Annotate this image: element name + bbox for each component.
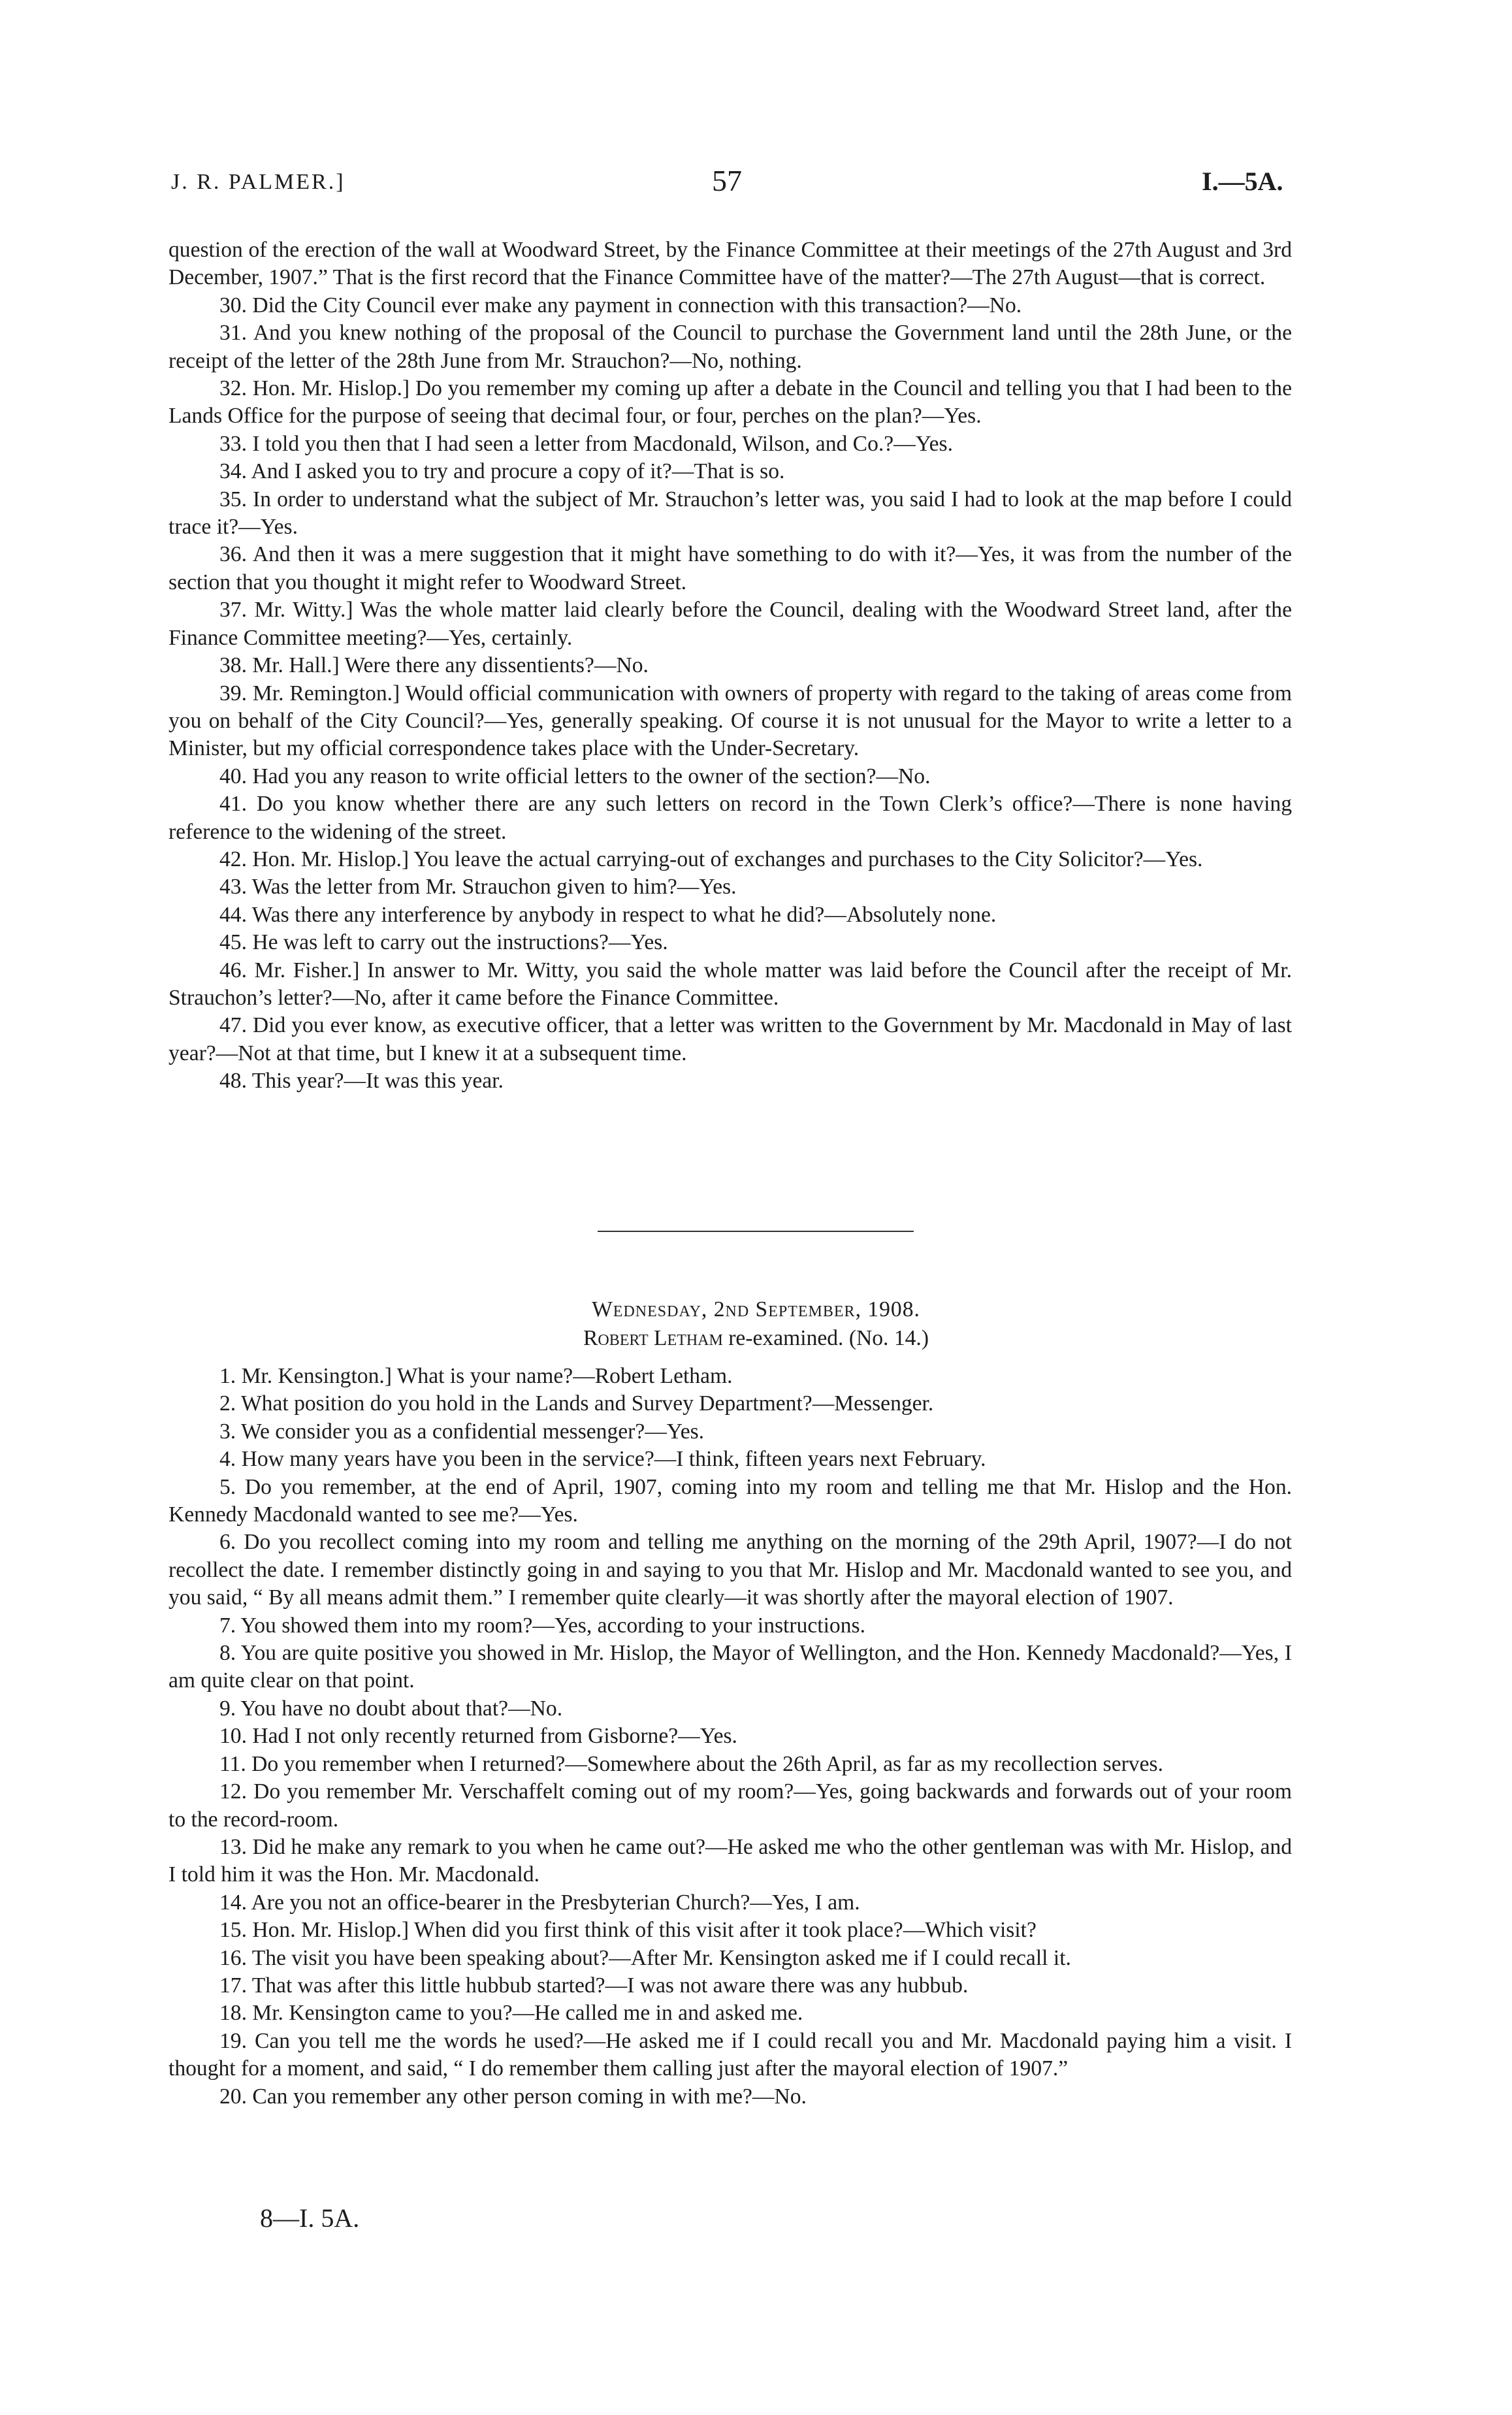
testimony-paragraph: 43. Was the letter from Mr. Strauchon given to him?—Yes. — [219, 875, 737, 900]
testimony-paragraph: 3. We consider you as a confidential messenger?—Yes. — [219, 1419, 705, 1444]
testimony-paragraph: 33. I told you then that I had seen a letter from Macdonald, Wilson, and Co.?—Yes. — [219, 431, 953, 456]
testimony-paragraph: 41. Do you know whether there are any such letters on record in the Town Clerk’s office?—There is none having reference to the widening of the street. — [169, 792, 1292, 844]
testimony-paragraph: 42. Hon. Mr. Hislop.] You leave the actual carrying-out of exchanges and purchases to the City Solicitor?—Yes. — [219, 847, 1203, 871]
testimony-paragraph: 2. What position do you hold in the Lands and Survey Department?—Messenger. — [219, 1391, 934, 1416]
testimony-paragraph: 14. Are you not an office-bearer in the Presbyterian Church?—Yes, I am. — [219, 1890, 860, 1915]
testimony-paragraph: 32. Hon. Mr. Hislop.] Do you remember my coming up after a debate in the Council and telling you that I had been to the Lands Office for the purpose of seeing that decimal four, or four, perches on the plan?—Yes. — [169, 376, 1292, 429]
testimony-paragraph: 16. The visit you have been speaking about?—After Mr. Kensington asked me if I could recall it. — [219, 1945, 1071, 1970]
testimony-paragraph: 1. Mr. Kensington.] What is your name?—Robert Letham. — [219, 1364, 733, 1388]
witness-heading — [0, 1326, 1512, 1351]
testimony-paragraph: 15. Hon. Mr. Hislop.] When did you first think of this visit after it took place?—Which visit? — [219, 1918, 1037, 1943]
testimony-section-palmer — [169, 236, 1292, 1095]
testimony-paragraph: 45. He was left to carry out the instructions?—Yes. — [219, 930, 668, 955]
page-header — [0, 163, 1512, 209]
testimony-paragraph: 47. Did you ever know, as executive officer, that a letter was written to the Government by Mr. Macdonald in May of last year?—Not at that time, but I knew it at a subsequent time. — [169, 1013, 1292, 1065]
testimony-paragraph: question of the erection of the wall at Woodward Street, by the Finance Committee at their meetings of the 27th August and 3rd December, 1907.” That is the first record that the Finance Committee have of the matter?—The 27th August—that is correct. — [169, 238, 1292, 290]
testimony-paragraph: 38. Mr. Hall.] Were there any dissentients?—No. — [219, 653, 649, 678]
testimony-paragraph: 8. You are quite positive you showed in Mr. Hislop, the Mayor of Wellington, and the Hon. Kennedy Macdonald?—Yes, I am quite clear on that point. — [169, 1641, 1292, 1693]
testimony-paragraph: 20. Can you remember any other person coming in with me?—No. — [219, 2084, 807, 2109]
testimony-paragraph: 30. Did the City Council ever make any payment in connection with this transaction?—No. — [219, 293, 1022, 317]
testimony-paragraph: 44. Was there any interference by anybody in respect to what he did?—Absolutely none. — [219, 902, 997, 927]
witness-header: J. R. PALMER.] — [171, 170, 346, 194]
witness-examination-note: re-examined. (No. 14.) — [722, 1326, 929, 1350]
testimony-paragraph: 5. Do you remember, at the end of April, 1907, coming into my room and telling me that Mr. Hislop and the Hon. Kennedy Macdonald wanted to see me?—Yes. — [169, 1474, 1292, 1527]
document-reference: I.—5A. — [1202, 167, 1283, 196]
testimony-paragraph: 18. Mr. Kensington came to you?—He called me in and asked me. — [219, 2001, 803, 2026]
testimony-paragraph: 37. Mr. Witty.] Was the whole matter laid clearly before the Council, dealing with the Woodward Street land, after the Finance Committee meeting?—Yes, certainly. — [169, 598, 1292, 650]
testimony-paragraph: 6. Do you recollect coming into my room and telling me anything on the morning of the 29th April, 1907?—I do not recollect the date. I remember distinctly going in and saying to you that Mr. Hislop and Mr. Macdonald wanted to see you, and you said, “ By all means admit them.” I remember quite clearly—it was shortly after the mayoral election of 1907. — [169, 1530, 1292, 1610]
testimony-paragraph: 13. Did he make any remark to you when he came out?—He asked me who the other gentleman was with Mr. Hislop, and I told him it was the Hon. Mr. Macdonald. — [169, 1834, 1292, 1887]
testimony-paragraph: 46. Mr. Fisher.] In answer to Mr. Witty, you said the whole matter was laid before the Council after the receipt of Mr. Strauchon’s letter?—No, after it came before the Finance Committee. — [169, 958, 1292, 1010]
testimony-paragraph: 11. Do you remember when I returned?—Somewhere about the 26th April, as far as my recollection serves. — [219, 1751, 1163, 1776]
testimony-paragraph: 40. Had you any reason to write official letters to the owner of the section?—No. — [219, 764, 931, 788]
testimony-paragraph: 39. Mr. Remington.] Would official communication with owners of property with regard to the taking of areas come from you on behalf of the City Council?—Yes, generally speaking. Of course it is not unusual for the Mayor to write a letter to a Minister, but my official correspondence takes place with the Under-Secretary. — [169, 681, 1292, 761]
testimony-paragraph: 19. Can you tell me the words he used?—He asked me if I could recall you and Mr. Macdonald paying him a visit. I thought for a moment, and said, “ I do remember them calling just after the mayoral election of 1907.” — [169, 2028, 1292, 2081]
testimony-section-letham — [169, 1363, 1292, 2111]
testimony-paragraph: 10. Had I not only recently returned from Gisborne?—Yes. — [219, 1724, 737, 1749]
testimony-paragraph: 48. This year?—It was this year. — [219, 1069, 504, 1094]
testimony-paragraph: 35. In order to understand what the subject of Mr. Strauchon’s letter was, you said I had to look at the map before I could trace it?—Yes. — [169, 487, 1292, 540]
session-date-heading: Wednesday, 2nd September, 1908. — [592, 1297, 920, 1321]
testimony-paragraph: 36. And then it was a mere suggestion that it might have something to do with it?—Yes, it was from the number of the section that you thought it might refer to Woodward Street. — [169, 542, 1292, 594]
section-divider — [598, 1231, 914, 1232]
testimony-paragraph: 4. How many years have you been in the service?—I think, fifteen years next February. — [219, 1447, 986, 1472]
testimony-paragraph: 34. And I asked you to try and procure a copy of it?—That is so. — [219, 459, 785, 484]
page-number: 57 — [712, 164, 742, 197]
signature-mark: 8—I. 5A. — [260, 2203, 360, 2233]
testimony-paragraph: 12. Do you remember Mr. Verschaffelt coming out of my room?—Yes, going backwards and forwards out of your room to the record-room. — [169, 1779, 1292, 1832]
testimony-paragraph: 17. That was after this little hubbub started?—I was not aware there was any hubbub. — [219, 1973, 969, 1998]
testimony-paragraph: 7. You showed them into my room?—Yes, according to your instructions. — [219, 1613, 865, 1638]
testimony-paragraph: 31. And you knew nothing of the proposal of the Council to purchase the Government land until the 28th June, or the receipt of the letter of the 28th June from Mr. Strauchon?—No, nothing. — [169, 321, 1292, 373]
testimony-paragraph: 9. You have no doubt about that?—No. — [219, 1696, 563, 1721]
witness-name: Robert Letham — [583, 1326, 723, 1350]
